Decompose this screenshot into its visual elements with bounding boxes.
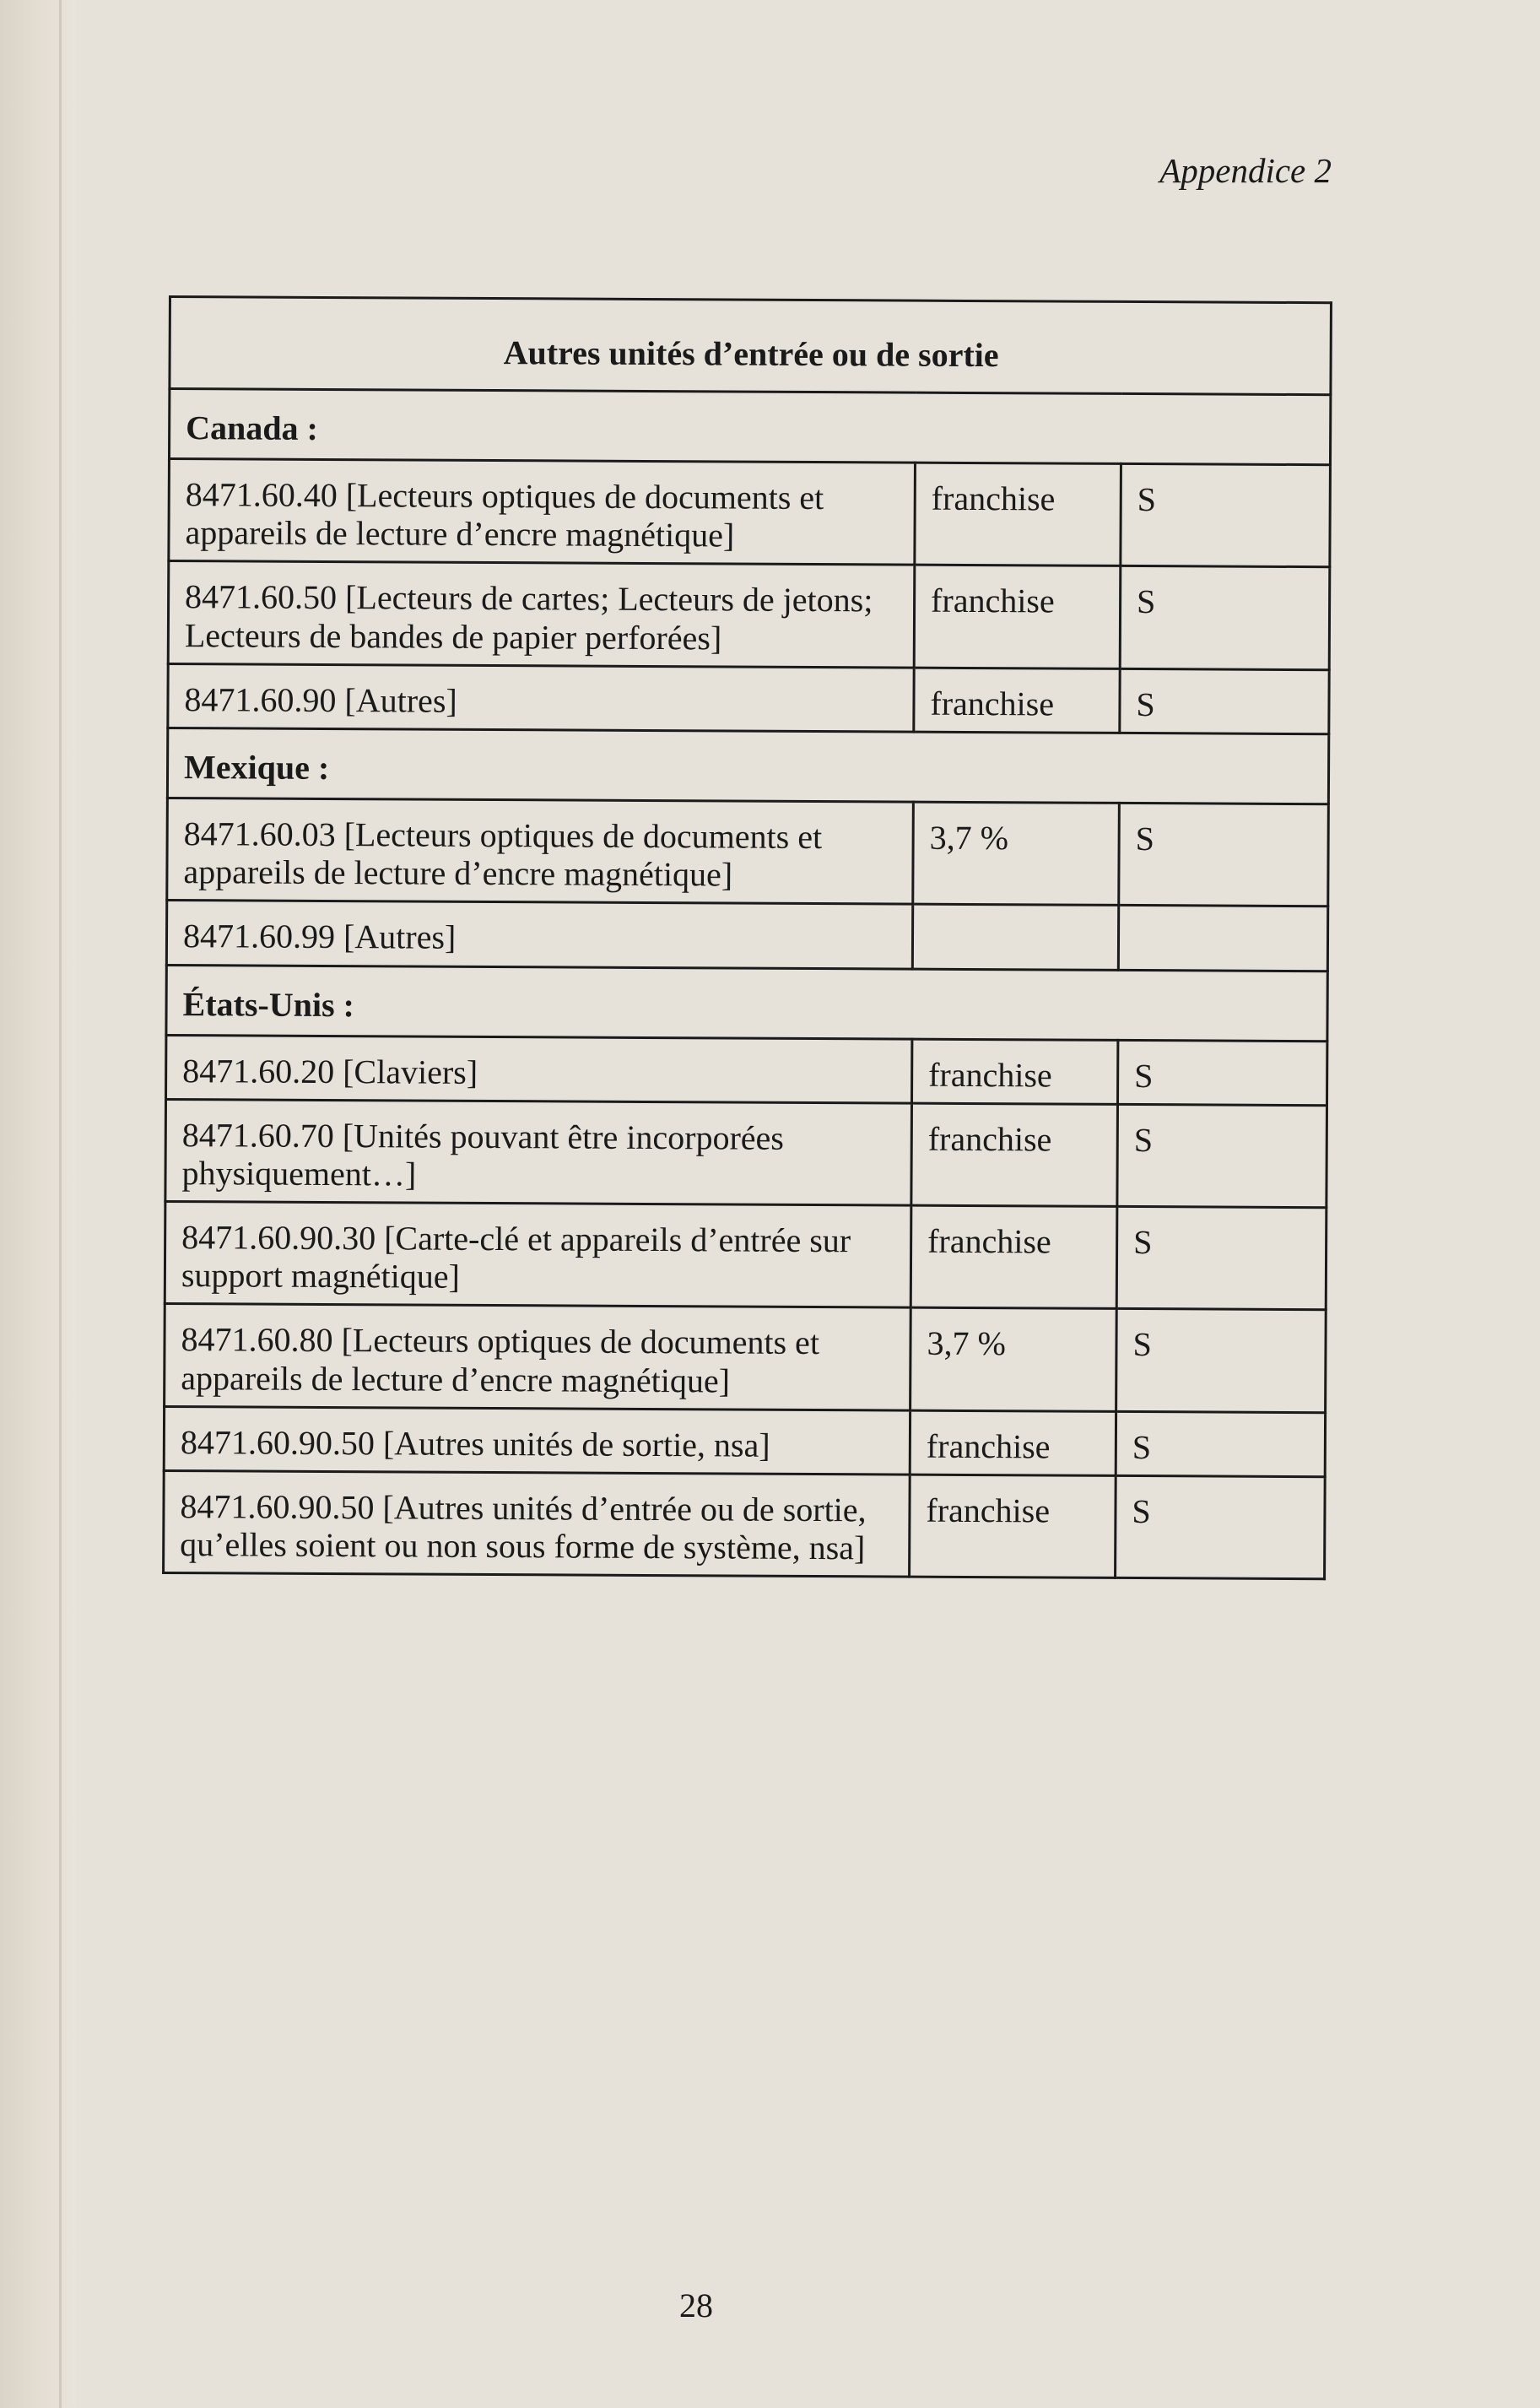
section-row-mexique <box>167 728 1328 804</box>
tariff-description: 8471.60.90 [Autres] <box>168 663 914 732</box>
tariff-rate: franchise <box>910 1205 1117 1309</box>
tariff-category: S <box>1119 803 1329 906</box>
table-row <box>167 798 1329 906</box>
tariff-rate: franchise <box>910 1410 1116 1475</box>
running-header: Appendice 2 <box>1159 151 1332 190</box>
book-spine-shadow <box>0 0 76 2408</box>
gutter-line <box>59 0 62 2408</box>
table-title-row <box>170 297 1332 395</box>
tariff-table <box>162 295 1332 1581</box>
tariff-description: 8471.60.90.50 [Autres unités d’entrée ou de sortie, qu’elles soient ou non sous forme de système, nsa] <box>164 1470 910 1577</box>
table-title: Autres unités d’entrée ou de sortie <box>170 297 1332 395</box>
tariff-rate: franchise <box>914 668 1120 733</box>
table-row <box>166 1035 1327 1105</box>
tariff-category: S <box>1117 1040 1327 1105</box>
table-row <box>169 459 1331 568</box>
tariff-category: S <box>1120 668 1329 733</box>
tariff-rate: 3,7 % <box>913 802 1120 906</box>
section-label-etats-unis: États-Unis : <box>166 965 1327 1041</box>
tariff-description: 8471.60.90.50 [Autres unités de sortie, nsa] <box>164 1406 910 1475</box>
tariff-category <box>1118 906 1327 971</box>
table-row <box>168 561 1330 670</box>
tariff-description: 8471.60.03 [Lecteurs optiques de documents et appareils de lecture d’encre magnétique] <box>167 798 914 904</box>
tariff-description: 8471.60.20 [Claviers] <box>166 1035 912 1103</box>
section-label-canada: Canada : <box>169 389 1330 465</box>
table-row <box>165 1099 1327 1208</box>
tariff-description: 8471.60.99 [Autres] <box>166 901 912 969</box>
tariff-description: 8471.60.70 [Unités pouvant être incorporées physiquement…] <box>165 1099 912 1205</box>
tariff-rate: franchise <box>912 1039 1118 1104</box>
table-row <box>166 901 1327 971</box>
tariff-description: 8471.60.80 [Lecteurs optiques de documents et appareils de lecture d’encre magnétique] <box>165 1304 911 1410</box>
tariff-rate: franchise <box>914 565 1121 669</box>
tariff-table-container <box>162 295 1330 1581</box>
tariff-category: S <box>1117 1104 1327 1208</box>
tariff-description: 8471.60.40 [Lecteurs optiques de documents et appareils de lecture d’encre magnétique] <box>169 459 916 565</box>
tariff-category: S <box>1116 1411 1325 1476</box>
table-row <box>165 1202 1327 1311</box>
tariff-rate <box>912 904 1118 969</box>
tariff-rate: franchise <box>915 463 1121 566</box>
table-row <box>164 1470 1326 1579</box>
tariff-category: S <box>1121 463 1331 567</box>
tariff-rate: franchise <box>910 1475 1116 1578</box>
tariff-category: S <box>1120 566 1330 670</box>
tariff-description: 8471.60.90.30 [Carte-clé et appareils d’entrée sur support magnétique] <box>165 1202 911 1308</box>
section-row-etats-unis <box>166 965 1327 1041</box>
tariff-category: S <box>1116 1206 1327 1310</box>
tariff-category: S <box>1116 1475 1326 1579</box>
table-row <box>165 1304 1327 1413</box>
tariff-description: 8471.60.50 [Lecteurs de cartes; Lecteurs de jetons; Lecteurs de bandes de papier perforées] <box>168 561 915 668</box>
tariff-rate: 3,7 % <box>910 1308 1117 1412</box>
section-label-mexique: Mexique : <box>167 728 1328 804</box>
table-row <box>168 663 1329 733</box>
tariff-rate: franchise <box>911 1103 1118 1207</box>
section-row-canada <box>169 389 1330 465</box>
tariff-category: S <box>1116 1309 1327 1413</box>
table-row <box>164 1406 1325 1476</box>
page-number: 28 <box>679 2286 713 2324</box>
